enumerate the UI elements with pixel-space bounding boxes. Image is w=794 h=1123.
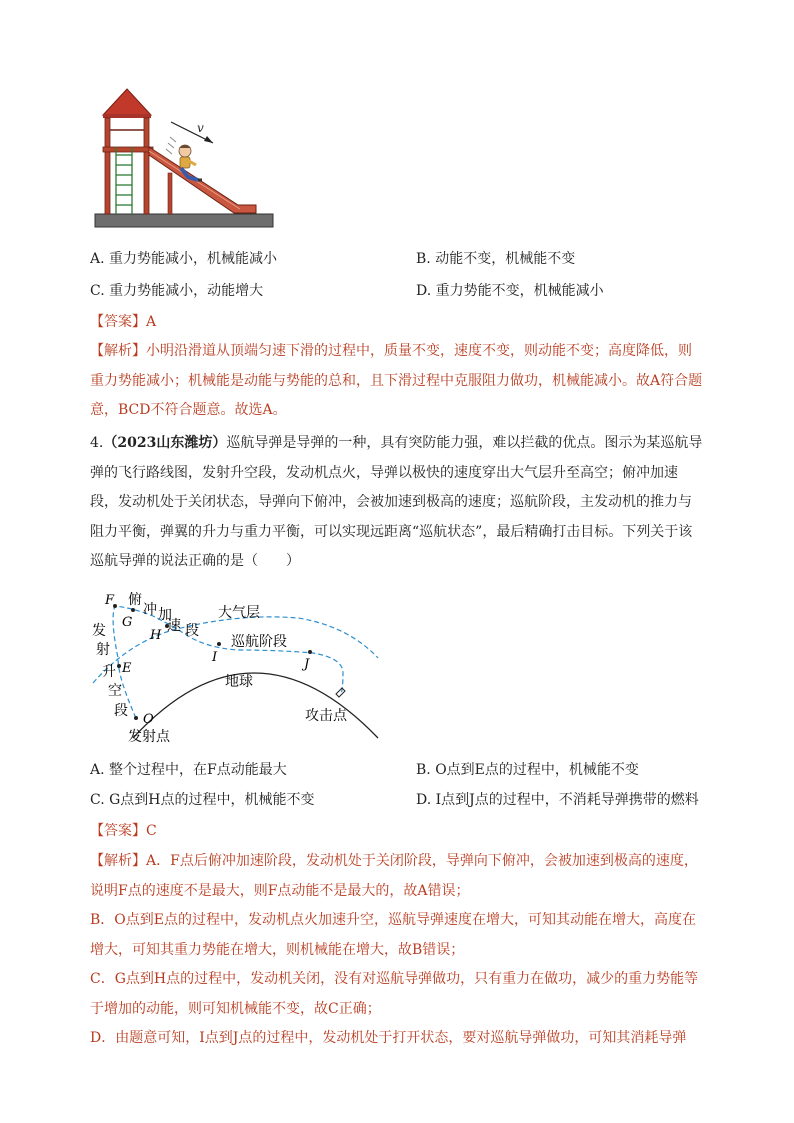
- label-G: G: [122, 615, 133, 630]
- q4-analysis-d: D．由题意可知，I点到J点的过程中，发动机处于打开状态，要对巡航导弹做功，可知其消耗导弹: [90, 1030, 687, 1046]
- q3-analysis-text: 小明沿滑道从顶端匀速下滑的过程中，质量不变，速度不变，则动能不变；高度降低，则重力势能减小；机械能是动能与势能的总和，且下滑过程中克服阻力做功，机械能减小。故A符合题意，BCD不符合题意。故选A。: [90, 343, 703, 418]
- q4-number: 4.: [90, 435, 104, 451]
- q3-analysis: [90, 337, 705, 426]
- q4-option-d: D. I点到J点的过程中，不消耗导弹携带的燃料: [416, 792, 699, 808]
- q4-option-c: C. G点到H点的过程中，机械能不变: [90, 792, 315, 808]
- label-J: J: [304, 657, 310, 672]
- q3-option-c: C. 重力势能减小，动能增大: [90, 283, 264, 299]
- q3-option-d: D. 重力势能不变，机械能减小: [416, 283, 604, 299]
- q4-analysis-c: C．G点到H点的过程中，发动机关闭，没有对巡航导弹做功，只有重力在做功，减少的重力势能等于增加的动能，则可知机械能不变，故C正确；: [90, 971, 699, 1017]
- point-I: [217, 642, 221, 646]
- velocity-arrow: [171, 122, 213, 143]
- point-J: [308, 650, 312, 654]
- q4-option-b: B. O点到E点的过程中，机械能不变: [416, 762, 639, 778]
- label-attack: 攻击点: [305, 708, 347, 724]
- tower-post: [105, 118, 110, 214]
- q4-source: （2023山东潍坊）: [103, 435, 227, 451]
- slide-figure: [88, 85, 283, 235]
- q3-option-a: A. 重力势能减小，机械能减小: [90, 251, 278, 267]
- label-O: O: [143, 712, 154, 727]
- label-E: E: [122, 661, 132, 676]
- label-jia: 加: [158, 607, 172, 623]
- ground-base: [95, 214, 273, 227]
- ladder: [116, 147, 132, 214]
- label-fu: 俯: [128, 592, 142, 608]
- velocity-label: v: [197, 121, 204, 135]
- point-O: [134, 716, 138, 720]
- q3-answer: 【答案】A: [90, 314, 157, 330]
- label-atmosphere: 大气层: [218, 605, 260, 621]
- label-cruise: 巡航阶段: [231, 634, 287, 650]
- label-chong: 冲: [143, 602, 157, 618]
- label-sheng: 升: [102, 664, 116, 680]
- label-she: 射: [96, 642, 110, 658]
- slide-chute: [149, 147, 256, 213]
- q4-answer: 【答案】C: [90, 823, 157, 839]
- q4-stem: [90, 429, 705, 577]
- label-earth: 地球: [225, 674, 253, 690]
- label-F: F: [105, 593, 115, 608]
- label-launch: 发射点: [128, 729, 170, 745]
- q4-analysis-label: 【解析】: [90, 853, 146, 869]
- missile-path-figure: [88, 588, 388, 748]
- label-duan2: 段: [114, 703, 128, 719]
- label-kong: 空: [108, 683, 122, 699]
- label-H: H: [150, 628, 162, 643]
- q4-analysis-a: A．F点后俯冲加速阶段，发动机处于关闭阶段，导弹向下俯冲，会被加速到极高的速度，说明F点的速度不是最大，则F点动能不是最大的，故A错误；: [90, 853, 698, 899]
- point-G: [131, 608, 135, 612]
- attack-marker: [336, 688, 345, 697]
- q4-option-a: A. 整个过程中，在F点动能最大: [90, 762, 287, 778]
- label-su: 速: [167, 618, 181, 634]
- q3-analysis-label: 【解析】: [90, 343, 146, 359]
- label-I: I: [212, 650, 218, 665]
- label-duan: 段: [185, 623, 199, 639]
- tower-roof: [103, 89, 151, 115]
- q4-analysis-b: B．O点到E点的过程中，发动机点火加速升空，巡航导弹速度在增大，可知其动能在增大，高度在增大，可知其重力势能在增大，则机械能在增大，故B错误；: [90, 912, 696, 958]
- label-fa: 发: [92, 623, 106, 639]
- tower-post: [144, 118, 149, 214]
- q4-analysis: [90, 847, 705, 1054]
- point-E: [117, 664, 121, 668]
- q4-stem-text: 巡航导弹是导弹的一种，具有突防能力强，难以拦截的优点。图示为某巡航导弹的飞行路线图，发射升空段，发动机点火，导弹以极快的速度穿出大气层升至高空；俯冲加速段，发动机处于关闭状态，导弹向下俯冲，会被加速到极高的速度；巡航阶段，主发动机的推力与阻力平衡，弹翼的升力与重力平衡，可以实现远距离“巡航状态”，最后精确打击目标。下列关于该巡航导弹的说法正确的是（ ）: [90, 435, 703, 569]
- q3-option-b: B. 动能不变，机械能不变: [416, 251, 576, 267]
